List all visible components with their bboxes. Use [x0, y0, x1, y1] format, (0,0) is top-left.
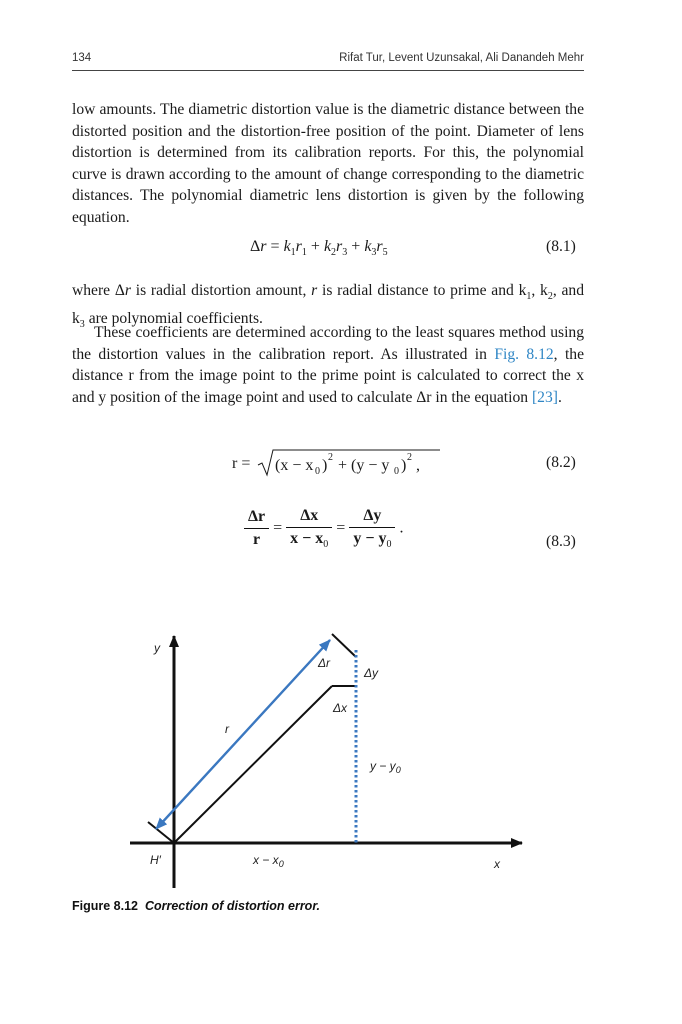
svg-text:0: 0: [315, 466, 320, 477]
diagonal-line: [174, 686, 332, 843]
paragraph-3: These coefficients are determined according to the least squares method using the distortion values in the calibration report. As illustrated in Fig. 8.12, the distance r from the image point to the prime point is calculated to correct the x and y position of the image point and used to calculate Δr in the equation [23].: [72, 324, 584, 406]
label-x-axis: x: [494, 857, 500, 871]
label-x-minus-x0: $x - x_0$: [253, 853, 284, 869]
svg-text:,: ,: [416, 457, 420, 474]
svg-text:r =: r =: [232, 455, 251, 472]
label-origin: H′: [150, 853, 161, 867]
distortion-figure: [0, 620, 682, 895]
svg-text:(x − x: (x − x: [275, 457, 314, 474]
running-head-authors: Rifat Tur, Levent Uzunsakal, Ali Danandeh Mehr: [339, 52, 584, 64]
svg-text:2: 2: [407, 452, 412, 463]
equation-number-8-1: (8.1): [546, 238, 576, 255]
figure-link[interactable]: Fig. 8.12: [494, 345, 554, 363]
equation-8-2: [232, 448, 444, 478]
citation-link[interactable]: [23]: [531, 388, 558, 406]
svg-text:0: 0: [394, 466, 399, 477]
svg-text:): ): [322, 457, 328, 474]
label-r: r: [225, 722, 229, 736]
equation-8-3: $\frac{\Delta r}{r}$ = $\frac{\Delta x}{x - x_0}$ = $\frac{\Delta y}{y - y_0}$ .: [244, 507, 403, 550]
label-y-minus-y0: $y - y_0$: [370, 759, 401, 775]
label-y-axis: y: [154, 641, 160, 655]
label-dx: Δx: [333, 701, 348, 715]
paragraph-1: low amounts. The diametric distortion value is the diametric distance between the distorted position and the distortion-free position of the point. Diameter of lens distortion is determined from its calibration reports. For this, the polynomial curve is drawn according to the amount of change corresponding to the diametric distances. The polynomial diametric lens distortion is given by the following equation.: [72, 101, 584, 226]
label-dr: Δr: [318, 656, 331, 670]
equation-8-1: $\Delta r = k_1r_1 + k_2r_3 + k_3r_5$: [250, 238, 388, 259]
label-dy: Δy: [364, 666, 379, 680]
figure-caption: [72, 899, 320, 913]
caption-title: Correction of distortion error.: [144, 899, 320, 913]
r-arrow-reverse: [156, 640, 330, 829]
svg-text:2: 2: [328, 452, 333, 463]
running-head: [72, 52, 584, 71]
svg-text:+ (y − y: + (y − y: [338, 457, 390, 474]
page-number: 134: [72, 52, 92, 64]
dr-tick-top: [332, 634, 356, 657]
svg-text:): ): [401, 457, 407, 474]
paragraph-2: where Δr is radial distortion amount, r is radial distance to prime and $k_1$, $k_2$, and $k_3$ are polynomial coefficients.: [72, 282, 585, 330]
equation-number-8-2: (8.2): [546, 454, 576, 471]
caption-label: Figure 8.12: [72, 899, 138, 913]
equation-number-8-3: (8.3): [546, 533, 576, 550]
